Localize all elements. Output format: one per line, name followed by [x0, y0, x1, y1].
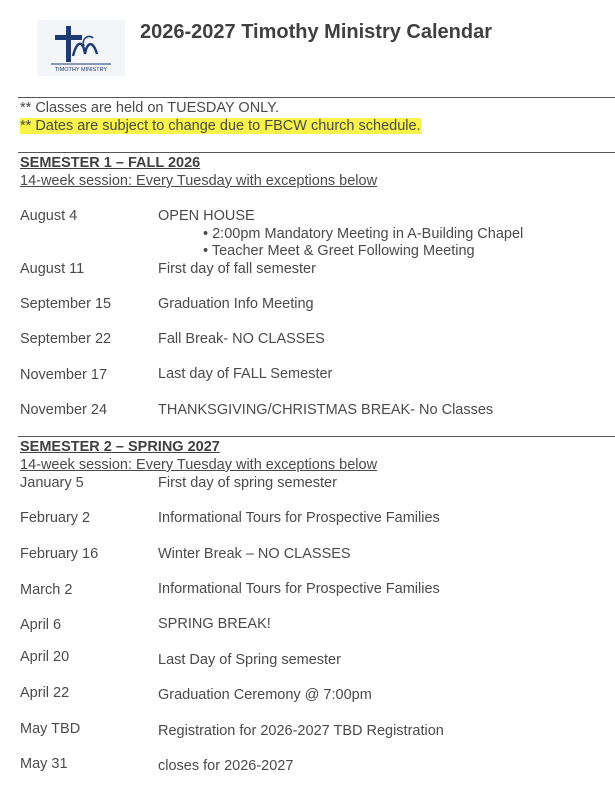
event-description: Graduation Ceremony @ 7:00pm — [158, 687, 372, 703]
cross-logo-icon — [37, 20, 125, 76]
event-date: May TBD — [20, 721, 81, 737]
event-description: Winter Break – NO CLASSES — [158, 546, 351, 562]
event-date: January 5 — [20, 475, 84, 491]
event-date: August 4 — [20, 208, 78, 224]
event-date: September 22 — [20, 331, 112, 347]
event-date: November 17 — [20, 367, 108, 383]
event-date: April 22 — [20, 685, 70, 701]
event-description: Registration for 2026-2027 TBD Registration — [158, 723, 444, 739]
svg-text:TIMOTHY MINISTRY: TIMOTHY MINISTRY — [54, 67, 108, 73]
event-date: April 20 — [20, 649, 70, 665]
event-date: September 15 — [20, 296, 112, 312]
event-date: August 11 — [20, 261, 85, 277]
event-description: OPEN HOUSE — [158, 208, 255, 224]
event-description: closes for 2026-2027 — [158, 758, 294, 774]
event-bullet: • 2:00pm Mandatory Meeting in A-Building Chapel — [203, 226, 524, 242]
event-description: Informational Tours for Prospective Families — [158, 581, 440, 597]
ministry-logo — [37, 20, 125, 76]
event-description: Last Day of Spring semester — [158, 652, 341, 668]
semester2-subtitle: 14-week session: Every Tuesday with exceptions below — [20, 457, 378, 473]
event-description: Informational Tours for Prospective Families — [158, 510, 440, 526]
event-description: Last day of FALL Semester — [158, 366, 333, 382]
event-description: Graduation Info Meeting — [158, 296, 314, 312]
event-description: SPRING BREAK! — [158, 616, 271, 632]
note-schedule-change — [20, 118, 421, 135]
divider — [18, 152, 615, 153]
event-date: March 2 — [20, 582, 73, 598]
divider — [18, 436, 615, 437]
semester1-title: SEMESTER 1 – FALL 2026 — [20, 155, 201, 171]
event-date: February 2 — [20, 510, 91, 526]
event-date: November 24 — [20, 402, 108, 418]
highlighted-note: ** Dates are subject to change due to FBCW church schedule. — [20, 118, 421, 134]
event-bullet: • Teacher Meet & Greet Following Meeting — [203, 243, 475, 259]
event-description: First day of spring semester — [158, 475, 337, 491]
event-description: First day of fall semester — [158, 261, 316, 277]
event-description: Fall Break- NO CLASSES — [158, 331, 325, 347]
semester2-title: SEMESTER 2 – SPRING 2027 — [20, 439, 220, 455]
event-date: February 16 — [20, 546, 99, 562]
event-date: May 31 — [20, 756, 68, 772]
event-description: THANKSGIVING/CHRISTMAS BREAK- No Classes — [158, 402, 494, 418]
note-tuesday: ** Classes are held on TUESDAY ONLY. — [20, 100, 279, 116]
event-date: April 6 — [20, 617, 62, 633]
divider — [18, 97, 615, 98]
semester1-subtitle: 14-week session: Every Tuesday with exceptions below — [20, 173, 378, 189]
page-title: 2026-2027 Timothy Ministry Calendar — [140, 21, 492, 43]
